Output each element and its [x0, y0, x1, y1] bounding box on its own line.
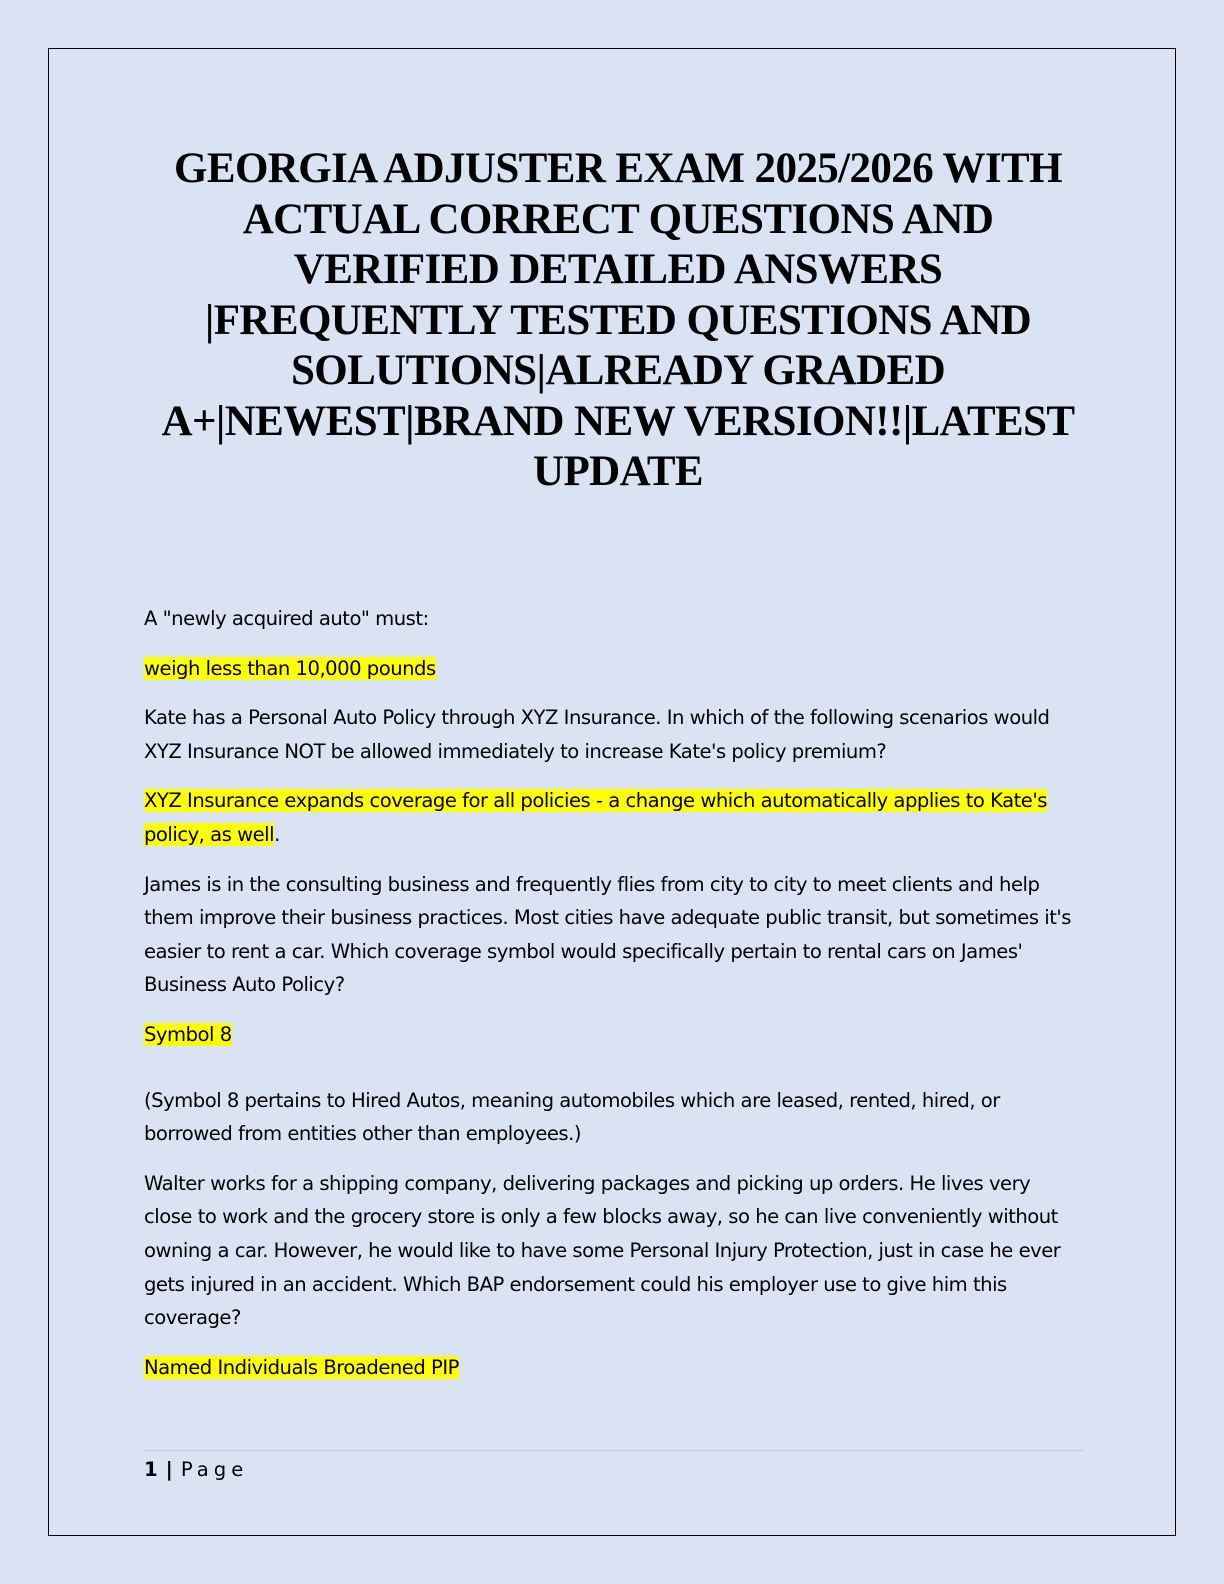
question-4: Walter works for a shipping company, delivering packages and picking up orders. He lives very close to work and the grocery store is only a few blocks away, so he can live conveniently without owning a car. However, he would like to have some Personal Injury Protection, just in case he ever gets injured in an accident. Which BAP endorsement could his employer use to give him this coverage?	[144, 1171, 1061, 1330]
answer-4	[144, 1351, 1080, 1385]
answer-suffix: .	[274, 822, 280, 846]
answer-2	[144, 784, 1080, 851]
qa-content	[144, 602, 1080, 1400]
question-1: A "newly acquired auto" must:	[144, 607, 429, 630]
highlighted-answer: Symbol 8	[144, 1022, 232, 1046]
page-label: Page	[180, 1458, 249, 1481]
question-2: Kate has a Personal Auto Policy through XYZ Insurance. In which of the following scenarios would XYZ Insurance NOT be allowed immediately to increase Kate's policy premium?	[144, 706, 1050, 763]
page-number: 1	[144, 1458, 158, 1481]
highlighted-answer: XYZ Insurance expands coverage for all policies - a change which automatically applies to Kate's policy, as well	[144, 789, 1047, 846]
answer-3-note: (Symbol 8 pertains to Hired Autos, meaning automobiles which are leased, rented, hired, or borrowed from entities other than employees.)	[144, 1088, 1000, 1146]
answer-1	[144, 652, 1080, 686]
question-3: James is in the consulting business and frequently flies from city to city to meet clients and help them improve their business practices. Most cities have adequate public transit, but sometimes it's easier to rent a car. Which coverage symbol would specifically pertain to rental cars on James' Business Auto Policy?	[144, 872, 1071, 997]
footer-separator: |	[165, 1458, 173, 1481]
document-title: GEORGIA ADJUSTER EXAM 2025/2026 WITH ACTUAL CORRECT QUESTIONS AND VERIFIED DETAILED ANSWERS |FREQUENTLY TESTED QUESTIONS AND SOLUTIONS|ALREADY GRADED A+|NEWEST|BRAND NEW VERSION!!|LATEST UPDATE	[161, 145, 1075, 495]
highlighted-answer: Named Individuals Broadened PIP	[144, 1355, 459, 1379]
answer-3	[144, 1018, 1080, 1052]
page-footer	[144, 1456, 248, 1484]
highlighted-answer: weigh less than 10,000 pounds	[144, 656, 436, 680]
footer-rule	[144, 1450, 1084, 1451]
